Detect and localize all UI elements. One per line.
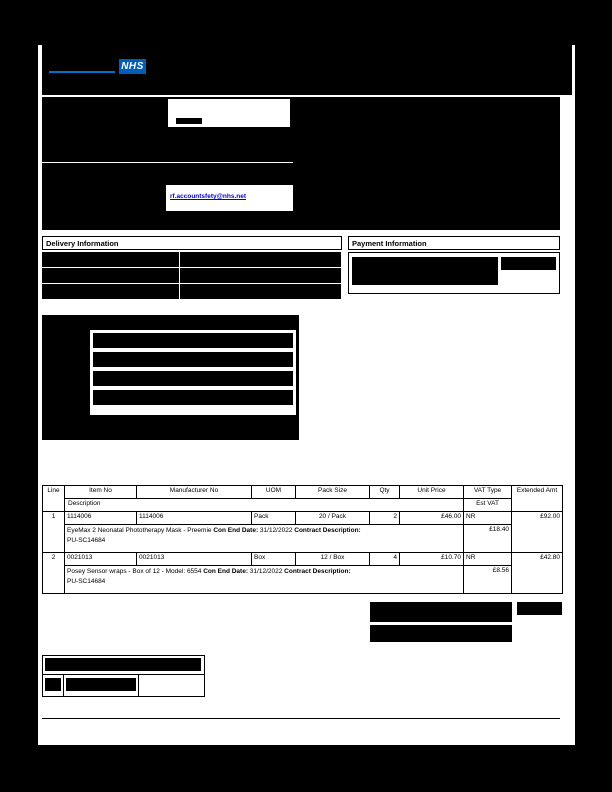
manufacturer-no: 0021013: [137, 553, 252, 566]
redacted-cell: [352, 257, 498, 285]
order-header-redacted-block: [42, 97, 294, 162]
item-row-2-description: [43, 566, 563, 594]
delivery-info-table: [42, 252, 342, 299]
redacted-cell: [180, 268, 341, 283]
item-row-2-values: [43, 553, 563, 566]
item-description: [65, 525, 464, 553]
line-number: 1: [43, 512, 65, 553]
line-number: 2: [43, 553, 65, 594]
pack-size: 12 / Box: [296, 553, 370, 566]
manufacturer-no: 1114006: [137, 512, 252, 525]
footer-left-table: [42, 655, 205, 697]
table-divider: [138, 674, 139, 696]
qty: 4: [370, 553, 400, 566]
item-no: 1114006: [65, 512, 137, 525]
col-uom: UOM: [252, 486, 296, 499]
redacted-row: [93, 390, 293, 405]
contract-number: PU-SC14684: [67, 578, 106, 586]
col-manufacturer-no: Manufacturer No: [137, 486, 252, 499]
nhs-logo-text: NHS: [121, 61, 144, 72]
description-line-2: [67, 577, 461, 587]
redacted-mark: [176, 118, 202, 124]
payment-info-table: [348, 252, 560, 294]
redacted-cell: [66, 678, 136, 691]
item-row-1-values: [43, 512, 563, 525]
col-qty: Qty: [370, 486, 400, 499]
con-end-date-value: 31/12/2022: [248, 568, 285, 575]
item-row-1-description: [43, 525, 563, 553]
order-number-box: [168, 99, 290, 127]
header-redacted-block: [42, 45, 572, 95]
col-unit-price: Unit Price: [400, 486, 464, 499]
redacted-row: [93, 333, 293, 348]
col-pack-size: Pack Size: [296, 486, 370, 499]
unit-price: £10.70: [400, 553, 464, 566]
accounts-email-link[interactable]: rf.accountsfety@nhs.net: [170, 193, 247, 200]
con-end-date-label: Con End Date:: [203, 568, 248, 575]
redacted-cell: [180, 252, 341, 267]
extended-amt: £92.00: [512, 512, 563, 553]
qty: 2: [370, 512, 400, 525]
redacted-cell: [45, 678, 61, 691]
col-line: Line: [43, 486, 65, 512]
contract-description-label: Contract Description:: [294, 527, 361, 534]
col-description: Description: [65, 499, 464, 512]
supplier-redacted-block: [42, 163, 294, 230]
con-end-date-value: 31/12/2022: [258, 527, 295, 534]
pack-size: 20 / Pack: [296, 512, 370, 525]
order-details-redacted-block: [42, 315, 299, 440]
totals-redacted-block: [370, 602, 512, 622]
description-line-1: [67, 567, 461, 577]
col-est-vat: Est VAT: [464, 499, 512, 512]
trust-name-redacted: [49, 60, 115, 73]
uom: Box: [252, 553, 296, 566]
description-line-1: [67, 526, 461, 536]
est-vat: £18.40: [464, 525, 512, 553]
col-item-no: Item No: [65, 486, 137, 499]
col-extended-amt: Extended Amt: [512, 486, 563, 512]
redacted-cell: [42, 268, 179, 283]
table-divider: [43, 674, 204, 675]
uom: Pack: [252, 512, 296, 525]
redacted-row: [45, 658, 201, 671]
con-end-date-label: Con End Date:: [213, 527, 259, 534]
description-line-2: [67, 536, 461, 546]
divider-line: [42, 718, 560, 719]
extended-amt: £42.80: [512, 553, 563, 594]
document-page: [38, 45, 575, 770]
email-area: [166, 185, 294, 211]
vat-type: NR: [464, 553, 512, 566]
redacted-row: [93, 371, 293, 386]
table-divider: [63, 674, 64, 696]
payment-information-header: Payment Information: [348, 236, 560, 250]
line-items-table: [42, 485, 563, 594]
footer-redacted-bar: [38, 745, 575, 770]
redacted-cell: [42, 284, 179, 299]
unit-price: £46.00: [400, 512, 464, 525]
redacted-cell: [42, 252, 179, 267]
item-description: [65, 566, 464, 594]
col-vat-type: VAT Type: [464, 486, 512, 499]
description-text: Posey Sensor wraps - Box of 12 - Model: 6554: [67, 568, 204, 575]
address-redacted-block: [293, 97, 560, 230]
totals-redacted-block-2: [370, 625, 512, 642]
details-panel: [90, 330, 296, 415]
redacted-cell: [501, 257, 556, 270]
contract-description-label: Contract Description:: [284, 568, 351, 575]
contract-number: PU-SC14684: [67, 537, 106, 545]
item-no: 0021013: [65, 553, 137, 566]
delivery-information-header: Delivery Information: [42, 236, 342, 250]
est-vat: £8.56: [464, 566, 512, 594]
redacted-cell: [180, 284, 341, 299]
redacted-row: [93, 352, 293, 367]
totals-amount-redacted: [517, 602, 562, 615]
vat-type: NR: [464, 512, 512, 525]
description-text: EyeMax 2 Neonatal Phototherapy Mask - Preemie: [67, 527, 214, 534]
nhs-logo: [119, 59, 146, 74]
